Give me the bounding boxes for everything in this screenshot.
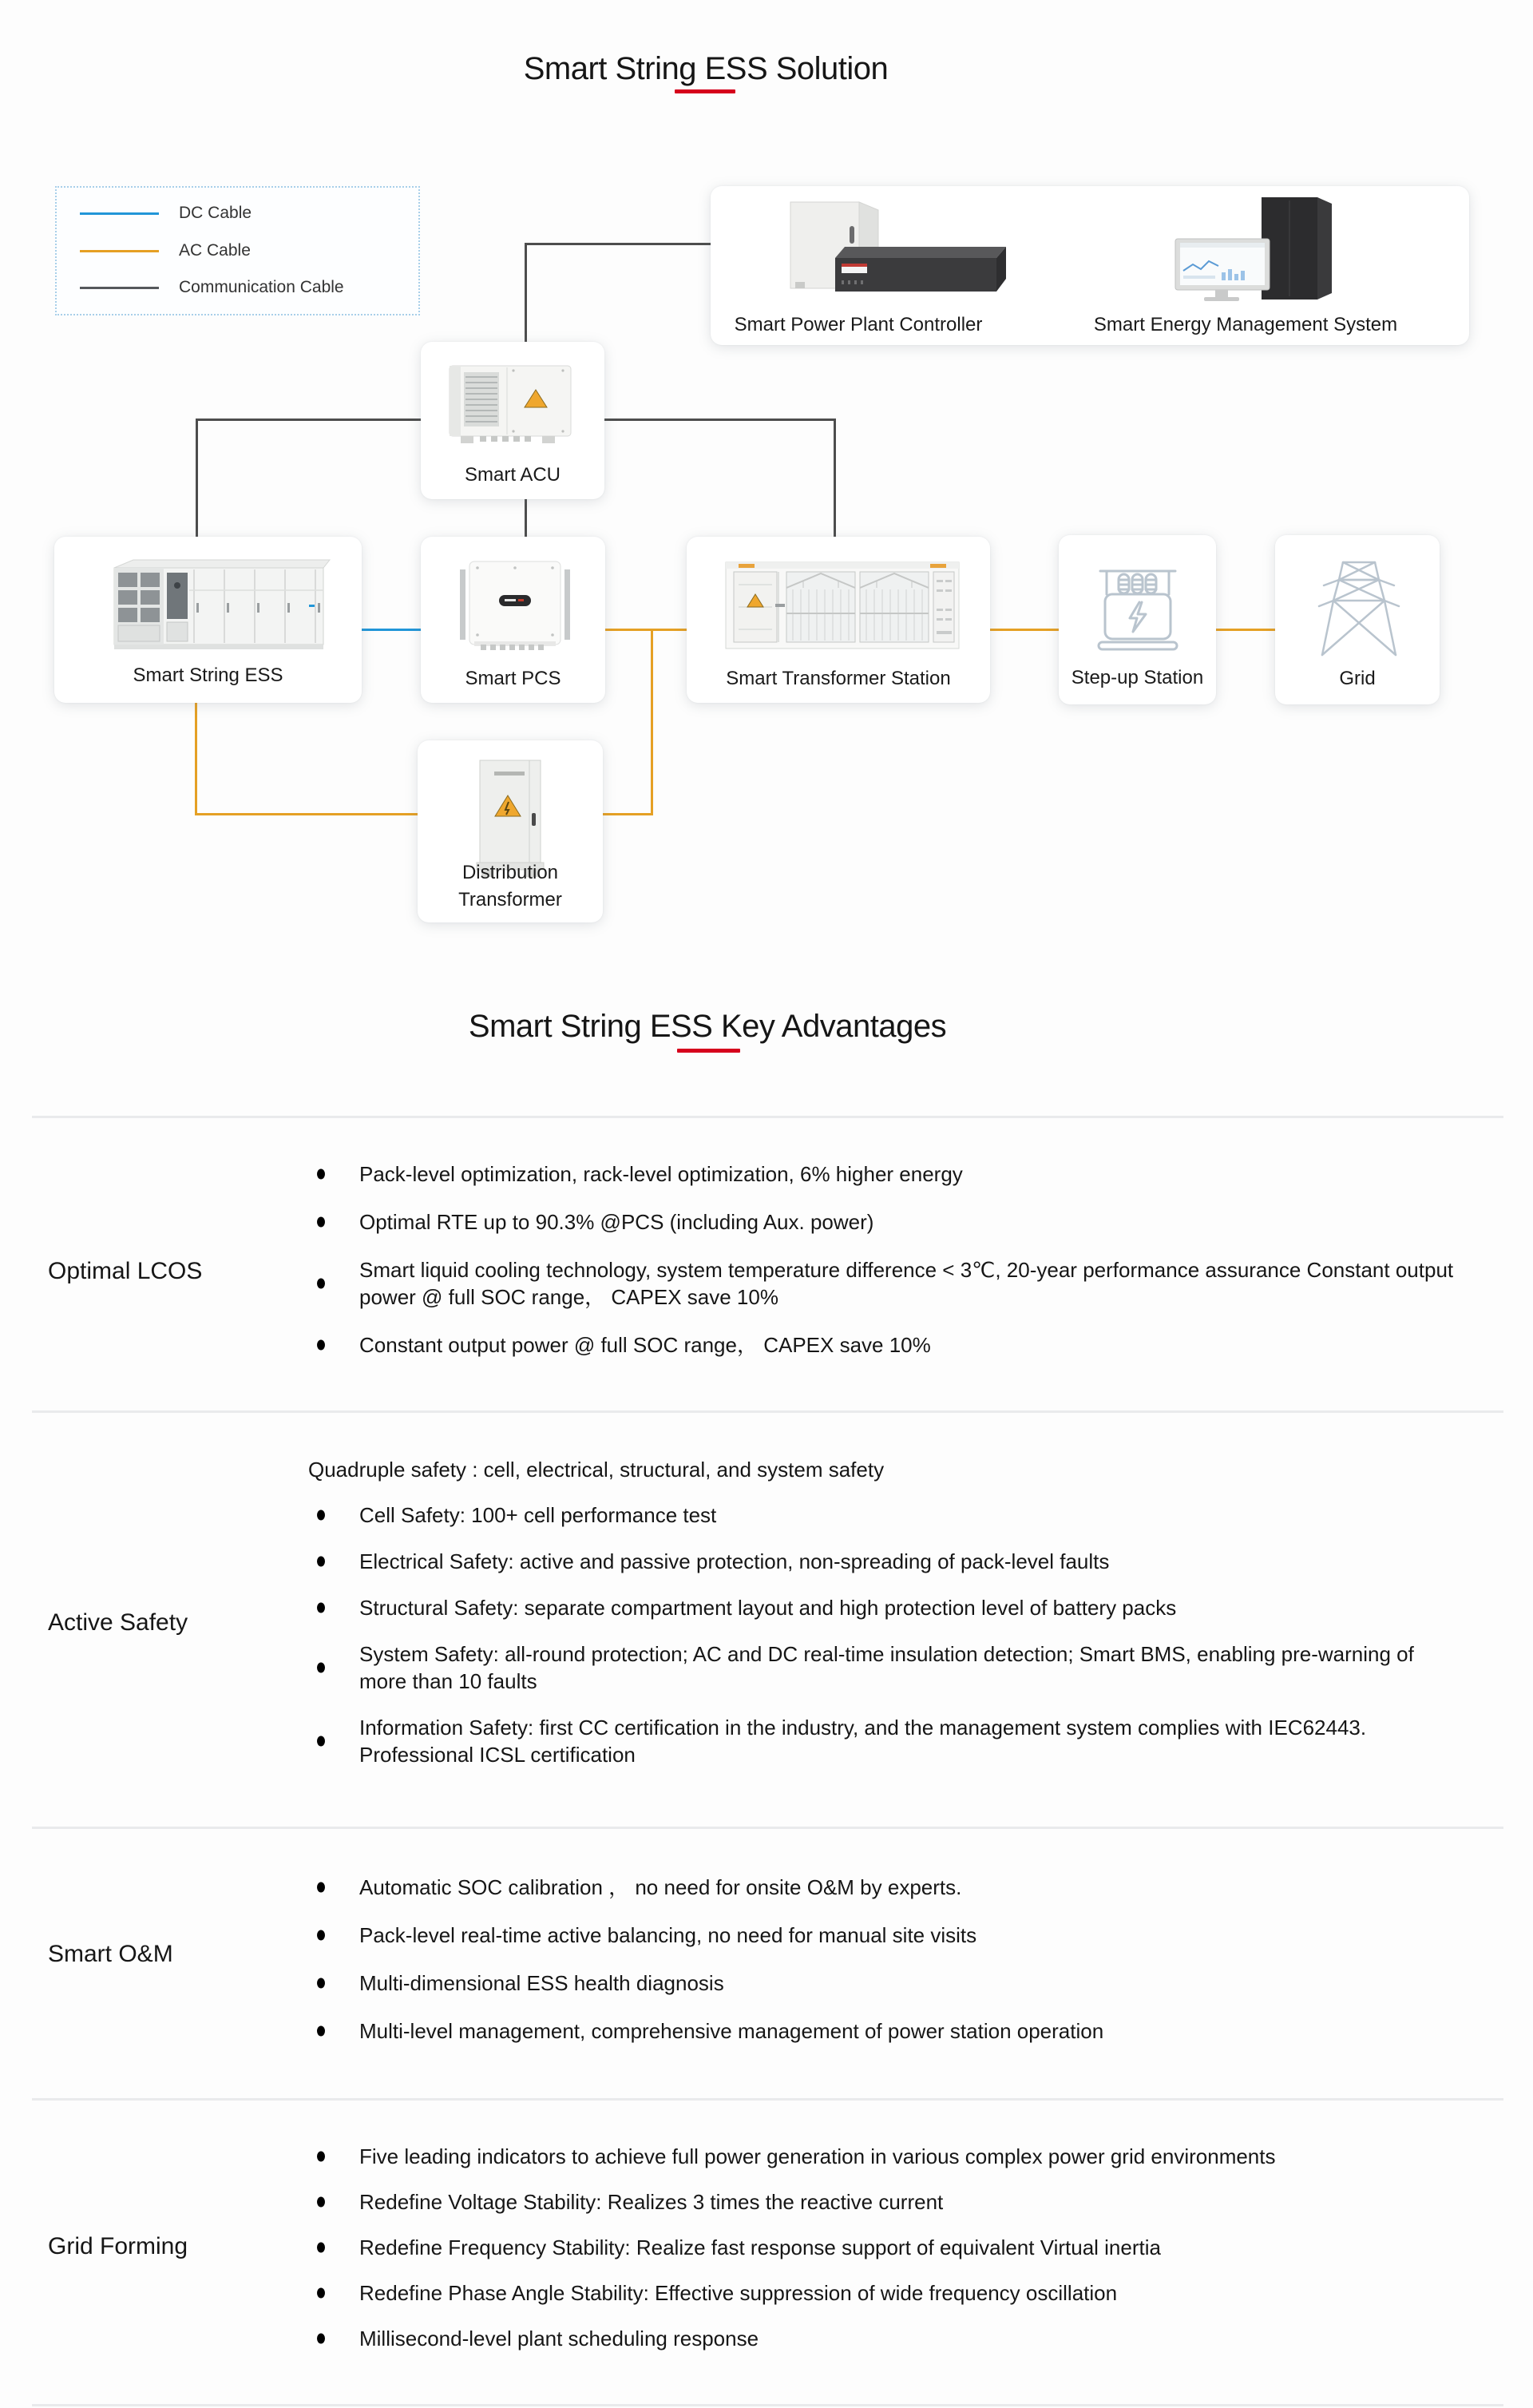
advantages-accent-bar [677, 1049, 740, 1053]
ac-cable-swatch-icon [80, 250, 159, 252]
legend-item-dc [57, 204, 418, 223]
list-item: Structural Safety: separate compartment layout and high protection level of battery packs [315, 1594, 1465, 1621]
node-label-sts: Smart Transformer Station [726, 668, 951, 689]
smart-pcs-icon [455, 555, 575, 659]
list-item: Five leading indicators to achieve full power generation in various complex power grid environments [315, 2143, 1465, 2170]
active-safety-intro: Quadruple safety : cell, electrical, structural, and system safety [308, 1458, 885, 1482]
comm-cable-line [196, 419, 198, 538]
comm-cable-swatch-icon [80, 287, 159, 289]
legend-label: AC Cable [179, 241, 251, 260]
ac-cable-line [651, 629, 653, 815]
list-item: Millisecond-level plant scheduling response [315, 2325, 1465, 2352]
step-up-station-icon [1094, 559, 1182, 653]
dc-cable-swatch-icon [80, 212, 159, 215]
ac-cable-line [1215, 629, 1276, 631]
section-divider [32, 2404, 1503, 2406]
active-safety-list [315, 1502, 1509, 1787]
list-item: System Safety: all-round protection; AC and DC real-time insulation detection; Smart BMS, enabling pre-warning of more than 10 faults [315, 1640, 1465, 1695]
section-label-active-safety: Active Safety [48, 1609, 188, 1636]
title-accent-bar [675, 89, 735, 93]
power-plant-controller-icon [759, 196, 1014, 307]
cable-legend [55, 186, 420, 315]
list-item: Redefine Frequency Stability: Realize fast response support of equivalent Virtual inertia [315, 2234, 1465, 2261]
optimal-lcos-list [315, 1160, 1509, 1379]
section-divider [32, 1410, 1503, 1413]
list-item: Pack-level real-time active balancing, no need for manual site visits [315, 1922, 1465, 1949]
section-divider [32, 1827, 1503, 1829]
list-item: Cell Safety: 100+ cell performance test [315, 1502, 1465, 1529]
node-label-ems: Smart Energy Management System [1093, 314, 1398, 335]
section-label-smart-om: Smart O&M [48, 1941, 173, 1967]
node-label-distribution-transformer [418, 859, 603, 914]
section-divider [32, 1116, 1503, 1118]
list-item: Automatic SOC calibration ， no need for onsite O&M by experts. [315, 1874, 1465, 1901]
node-label-sppc: Smart Power Plant Controller [734, 314, 983, 335]
list-item: Multi-level management, comprehensive management of power station operation [315, 2017, 1465, 2045]
node-label-stepup: Step-up Station [1071, 667, 1204, 688]
node-label-pcs: Smart PCS [465, 668, 561, 689]
comm-cable-line [525, 243, 712, 245]
grid-forming-list [315, 2143, 1509, 2370]
legend-item-ac [57, 241, 418, 260]
list-item: Optimal RTE up to 90.3% @PCS (including Aux. power) [315, 1208, 1465, 1236]
dt-label-line2: Transformer [458, 889, 562, 910]
ac-cable-line [604, 629, 687, 631]
smart-om-list [315, 1874, 1509, 2065]
advantages-title: Smart String ESS Key Advantages [468, 1009, 947, 1044]
section-divider [32, 2098, 1503, 2101]
node-label-grid: Grid [1339, 668, 1376, 689]
ems-server-icon [1142, 194, 1365, 310]
list-item: Redefine Phase Angle Stability: Effective suppression of wide frequency oscillation [315, 2279, 1465, 2307]
page-title: Smart String ESS Solution [523, 51, 889, 86]
dt-label-line1: Distribution [461, 862, 559, 883]
list-item: Multi-dimensional ESS health diagnosis [315, 1970, 1465, 1997]
section-label-grid-forming: Grid Forming [48, 2233, 188, 2259]
list-item: Smart liquid cooling technology, system temperature difference < 3℃, 20-year performance assurance Constant output power @ full SOC range， CAPEX save 10% [315, 1256, 1465, 1311]
legend-label: Communication Cable [179, 278, 344, 296]
section-label-optimal-lcos: Optimal LCOS [48, 1258, 203, 1284]
list-item: Redefine Voltage Stability: Realizes 3 times the reactive current [315, 2188, 1465, 2216]
legend-label: DC Cable [179, 204, 252, 222]
ac-cable-line [195, 702, 197, 815]
grid-pylon-icon [1316, 557, 1402, 660]
smart-transformer-station-icon [723, 557, 962, 657]
list-item: Electrical Safety: active and passive protection, non-spreading of pack-level faults [315, 1548, 1465, 1575]
legend-item-comm [57, 278, 418, 297]
node-label-ess: Smart String ESS [133, 664, 283, 686]
comm-cable-line [834, 419, 836, 538]
dc-cable-line [361, 629, 422, 631]
list-item: Pack-level optimization, rack-level optimization, 6% higher energy [315, 1160, 1465, 1188]
list-item: Constant output power @ full SOC range， CAPEX save 10% [315, 1331, 1465, 1359]
smart-string-ess-icon [92, 557, 331, 657]
list-item: Information Safety: first CC certification in the industry, and the management system complies with IEC62443. Professional ICSL certification [315, 1714, 1465, 1768]
ac-cable-line [989, 629, 1059, 631]
node-label-acu: Smart ACU [464, 464, 561, 486]
smart-acu-icon [443, 361, 583, 455]
